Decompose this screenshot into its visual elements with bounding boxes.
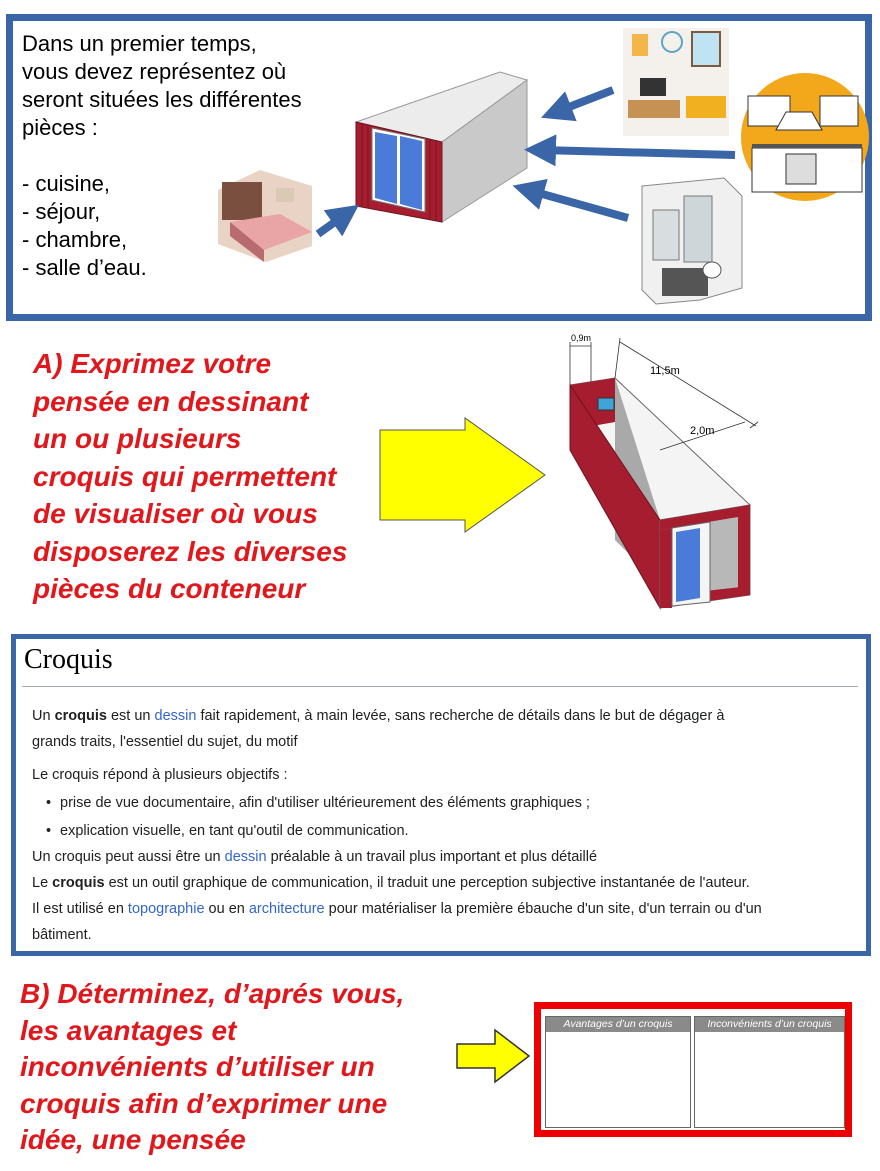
link-dessin[interactable]: dessin	[154, 708, 197, 724]
text: est un	[106, 708, 155, 724]
bullet-text: explication visuelle, en tant qu'outil de communication.	[60, 823, 409, 839]
advantages-column	[545, 1016, 691, 1128]
instruction-a-line: pensée en dessinant	[33, 385, 309, 417]
paragraph-5	[32, 901, 762, 917]
croquis-heading: Croquis	[24, 644, 113, 675]
container-dimension-drawing	[570, 338, 758, 608]
room-item: - cuisine,	[22, 171, 111, 196]
container-illustration	[356, 72, 527, 222]
kitchen-illustration	[741, 73, 869, 201]
text: Un croquis peut aussi être un	[32, 849, 225, 865]
yellow-arrow-b	[455, 1026, 535, 1086]
instruction-b-line: B) Déterminez, d’aprés vous,	[20, 978, 405, 1009]
width-label: 2,0m	[690, 425, 715, 437]
instruction-a-line: un ou plusieurs	[33, 423, 242, 454]
intro-illustrations	[0, 0, 880, 330]
link-dessin[interactable]: dessin	[224, 849, 267, 865]
yellow-arrow-icon	[380, 418, 545, 532]
instruction-b-line: inconvénients d’utiliser un	[20, 1051, 375, 1082]
instruction-a-line: A) Exprimez votre	[33, 348, 272, 379]
paragraph-4	[32, 875, 750, 891]
heading-divider	[22, 686, 858, 687]
intro-line: seront situées les différentes	[22, 87, 302, 112]
intro-line: Dans un premier temps,	[22, 31, 257, 56]
instruction-b-line: croquis afin d’exprimer une	[20, 1087, 388, 1119]
bathroom-illustration	[642, 178, 742, 304]
arrow-bedroom	[318, 214, 346, 234]
intro-line: pièces :	[22, 115, 98, 140]
instruction-b-line: idée, une pensée	[20, 1124, 246, 1155]
arrow-kitchen	[540, 150, 735, 155]
depth-label: 0,9m	[571, 333, 592, 343]
yellow-arrow-icon	[457, 1030, 529, 1082]
text: ou en	[204, 901, 249, 917]
bullet-item	[46, 823, 409, 839]
bold-term: croquis	[54, 708, 107, 724]
text: pour matérialiser la première ébauche d'un site, d'un terrain ou d'un	[324, 901, 762, 917]
bullet-item	[46, 795, 590, 811]
section-a-graphics	[360, 330, 860, 620]
room-item: - salle d’eau.	[22, 255, 147, 280]
link-architecture[interactable]: architecture	[248, 901, 325, 917]
bullet-text: prise de vue documentaire, afin d'utiliser ultérieurement des éléments graphiques ;	[60, 795, 590, 811]
text: est un outil graphique de communication, il traduit une perception subjective instantanée de l'auteur.	[104, 875, 750, 891]
arrow-living	[556, 90, 613, 112]
intro-line: vous devez représentez où	[22, 59, 287, 84]
instruction-a-line: disposerez les diverses	[33, 535, 348, 567]
text: préalable à un travail plus important et plus détaillé	[266, 849, 598, 865]
living-room-illustration	[623, 28, 729, 136]
text: Un	[32, 708, 55, 724]
room-item: - chambre,	[22, 227, 128, 252]
length-label: 11,5m	[650, 365, 680, 377]
instruction-b	[20, 976, 404, 1159]
paragraph-1	[32, 708, 724, 724]
instruction-b-line: les avantages et	[20, 1014, 237, 1046]
instruction-a-line: pièces du conteneur	[33, 573, 306, 604]
bold-term: croquis	[52, 875, 105, 891]
disadvantages-header: Inconvénients d’un croquis	[695, 1017, 844, 1032]
paragraph-3	[32, 849, 597, 865]
paragraph-5-line2: bâtiment.	[32, 927, 92, 943]
disadvantages-column	[694, 1016, 845, 1128]
paragraph-2: Le croquis répond à plusieurs objectifs :	[32, 767, 288, 783]
paragraph-1-line2: grands traits, l'essentiel du sujet, du motif	[32, 734, 298, 750]
text: fait rapidement, à main levée, sans recherche de détails dans le but de dégager à	[196, 708, 725, 724]
instruction-a-line: croquis qui permettent	[33, 460, 337, 492]
link-topographie[interactable]: topographie	[127, 901, 205, 917]
advantages-header: Avantages d’un croquis	[546, 1017, 690, 1032]
bedroom-illustration	[218, 170, 312, 262]
text: Il est utilisé en	[32, 901, 128, 917]
instruction-a-line: de visualiser où vous	[33, 498, 318, 529]
room-item: - séjour,	[22, 199, 101, 224]
arrow-bathroom	[528, 190, 628, 218]
instruction-a	[33, 345, 347, 608]
text: Le	[32, 875, 53, 891]
